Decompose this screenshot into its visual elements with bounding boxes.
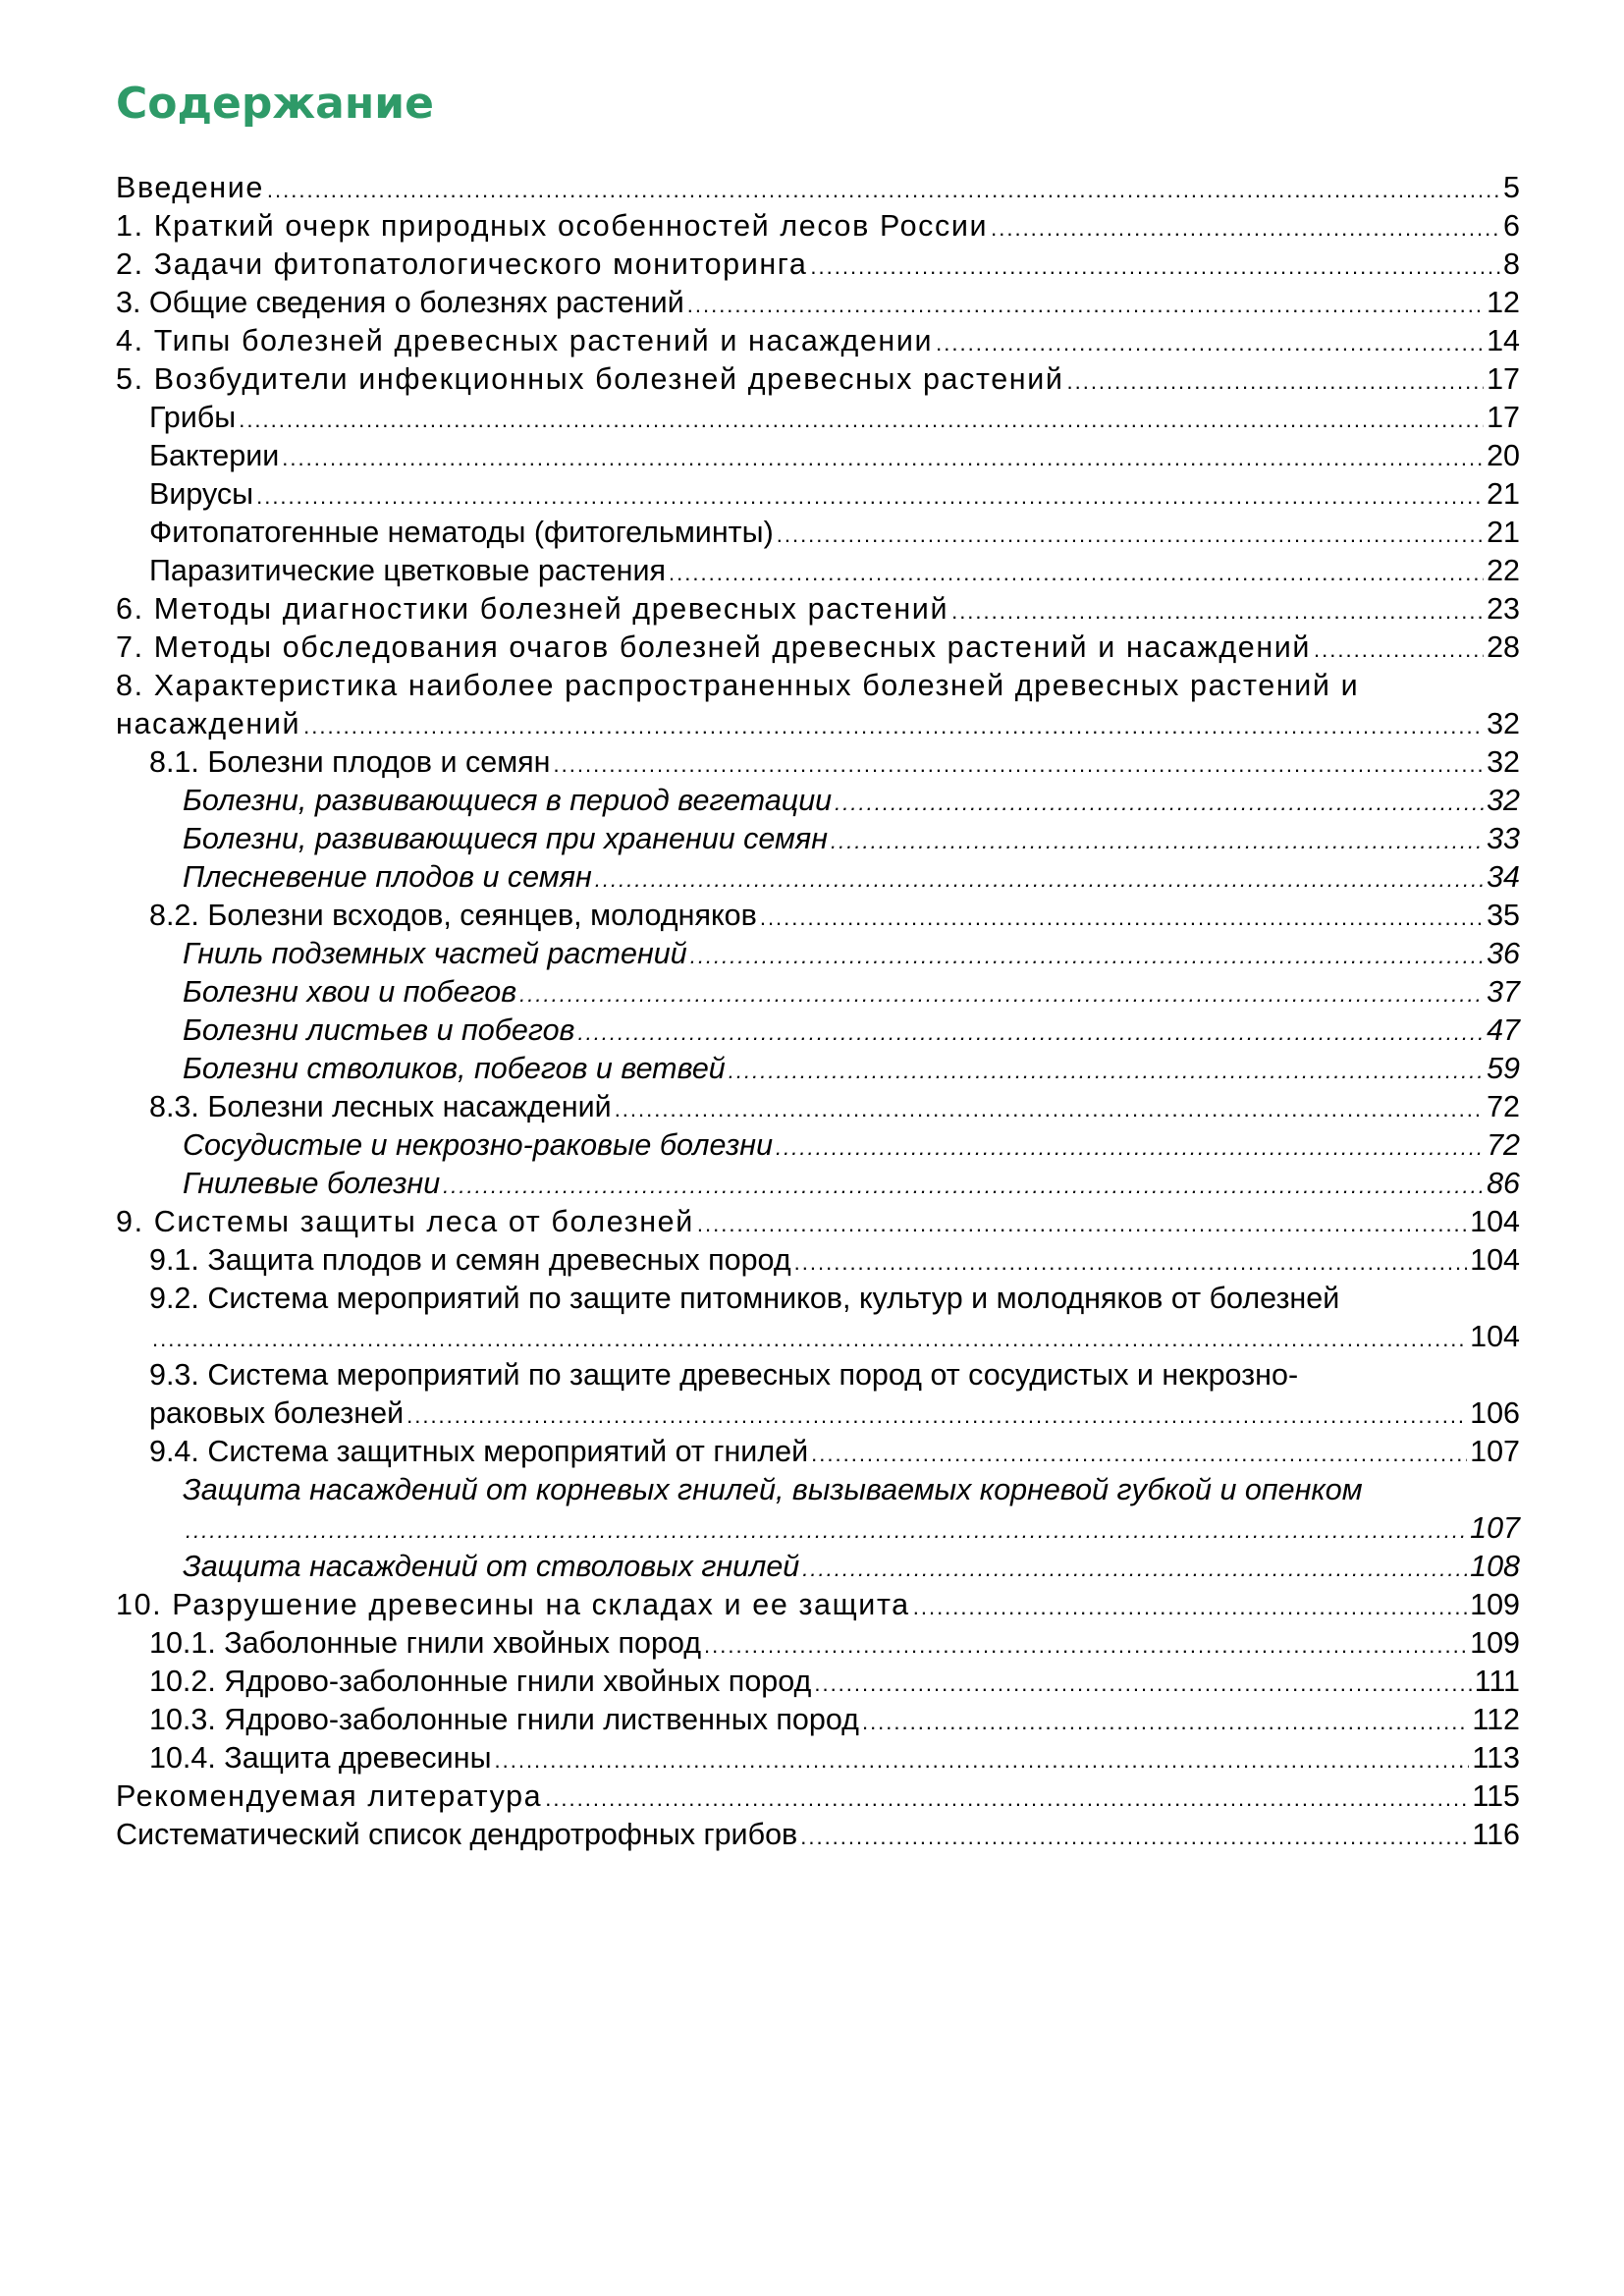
dot-leader: [545, 1779, 1469, 1818]
toc-entry-title: Сосудистые и некрозно-раковые болезни: [183, 1128, 774, 1162]
toc-entry-title: Болезни хвои и побегов: [183, 975, 517, 1009]
toc-entry[interactable]: [116, 820, 1520, 858]
toc-entry-title: Введение: [116, 171, 264, 204]
toc-entry-line: [183, 858, 1520, 897]
toc-entry[interactable]: [116, 1203, 1520, 1241]
dot-leader: [1314, 630, 1484, 669]
toc-entry[interactable]: [116, 1586, 1520, 1624]
dot-leader: [802, 1550, 1467, 1588]
toc-entry[interactable]: [116, 1663, 1520, 1701]
dot-leader: [729, 1052, 1484, 1090]
dot-leader: [862, 1703, 1469, 1741]
dot-leader: [777, 516, 1484, 554]
toc-entry-page-number: 109: [1470, 1588, 1520, 1621]
toc-entry[interactable]: [116, 629, 1520, 667]
toc-entry-page-number: 32: [1487, 745, 1520, 779]
toc-entry-title: 10.2. Ядрово-заболонные гнили хвойных пород: [149, 1665, 812, 1698]
toc-entry-line: [149, 897, 1520, 935]
toc-entry[interactable]: [116, 1433, 1520, 1471]
toc-entry[interactable]: [116, 897, 1520, 935]
toc-entry-page-number: 6: [1503, 209, 1520, 243]
toc-entry-page-number: 34: [1487, 860, 1520, 894]
toc-entry-title: Паразитические цветковые растения: [149, 554, 667, 587]
toc-entry-line: [183, 1548, 1520, 1586]
toc-entry-line: [183, 1509, 1520, 1548]
dot-leader: [704, 1626, 1467, 1665]
toc-entry-page-number: 104: [1470, 1243, 1520, 1277]
toc-entry[interactable]: [116, 1088, 1520, 1126]
toc-entry-page-number: 32: [1487, 784, 1520, 817]
dot-leader: [776, 1128, 1484, 1167]
dot-leader: [690, 937, 1484, 975]
toc-entry-page-number: 113: [1472, 1741, 1520, 1775]
toc-entry-page-number: 59: [1487, 1052, 1520, 1085]
dot-leader: [406, 1396, 1467, 1435]
toc-entry[interactable]: [116, 1165, 1520, 1203]
toc-entry-page-number: 109: [1470, 1626, 1520, 1660]
toc-entry-title-line1: 9.2. Система мероприятий по защите питомников, культур и молодняков от болезней: [149, 1282, 1340, 1315]
toc-entry[interactable]: [116, 360, 1520, 399]
toc-entry-title: Грибы: [149, 401, 237, 434]
toc-entry-line: [183, 820, 1520, 858]
toc-entry[interactable]: [116, 1777, 1520, 1816]
toc-entry[interactable]: [116, 1624, 1520, 1663]
toc-entry[interactable]: [116, 207, 1520, 246]
toc-entry-title: 10. Разрушение древесины на складах и ее защита: [116, 1588, 910, 1621]
toc-entry-page-number: 14: [1487, 324, 1520, 357]
toc-entry[interactable]: [116, 1011, 1520, 1050]
toc-entry-title: 9.1. Защита плодов и семян древесных пород: [149, 1243, 791, 1277]
toc-entry-title: Рекомендуемая литература: [116, 1779, 543, 1813]
dot-leader: [835, 784, 1484, 822]
toc-entry-page-number: 17: [1487, 362, 1520, 396]
toc-entry[interactable]: [116, 475, 1520, 514]
toc-page: [116, 73, 1520, 1854]
toc-entry-title: 1. Краткий очерк природных особенностей лесов России: [116, 209, 989, 243]
toc-entry-title: Гнилевые болезни: [183, 1167, 441, 1200]
toc-entry[interactable]: [116, 590, 1520, 629]
toc-entry-line: [116, 322, 1520, 360]
toc-entry-title: 7. Методы обследования очагов болезней древесных растений и насаждений: [116, 630, 1312, 664]
toc-entry-page-number: 107: [1470, 1435, 1520, 1468]
toc-entry-page-number: 104: [1470, 1205, 1520, 1238]
toc-entry-title-line1: Защита насаждений от корневых гнилей, вызываемых корневой губкой и опенком: [183, 1473, 1363, 1506]
dot-leader: [800, 1818, 1469, 1856]
toc-entry[interactable]: [116, 1548, 1520, 1586]
toc-entry-line: [149, 514, 1520, 552]
toc-entry-line: [149, 552, 1520, 590]
toc-entry-line: [116, 705, 1520, 743]
dot-leader: [936, 324, 1484, 362]
toc-entry-page-number: 104: [1470, 1320, 1520, 1353]
toc-entry[interactable]: [116, 322, 1520, 360]
toc-entry[interactable]: [116, 743, 1520, 782]
dot-leader: [282, 439, 1484, 477]
dot-leader: [239, 401, 1484, 439]
dot-leader: [595, 860, 1484, 899]
toc-entry-line: [149, 1088, 1520, 1126]
dot-leader: [760, 899, 1484, 937]
toc-entry-title: 8.2. Болезни всходов, сеянцев, молодняков: [149, 899, 757, 932]
toc-entry[interactable]: [116, 1739, 1520, 1777]
toc-entry[interactable]: [116, 169, 1520, 207]
toc-entry-page-number: 72: [1487, 1128, 1520, 1162]
toc-entry-page-number: 72: [1487, 1090, 1520, 1123]
toc-entry[interactable]: [116, 284, 1520, 322]
dot-leader: [152, 1320, 1467, 1358]
toc-entry-page-number: 35: [1487, 899, 1520, 932]
toc-entry-line: [149, 743, 1520, 782]
toc-entry-title: 3. Общие сведения о болезнях растений: [116, 286, 684, 319]
toc-entry-line: [116, 1203, 1520, 1241]
toc-entry-line: [116, 1586, 1520, 1624]
toc-entry[interactable]: [116, 667, 1520, 743]
toc-entry-title: 5. Возбудители инфекционных болезней древесных растений: [116, 362, 1064, 396]
toc-entry-title: Болезни стволиков, побегов и ветвей: [183, 1052, 726, 1085]
dot-leader: [687, 286, 1484, 324]
toc-entry-page-number: 28: [1487, 630, 1520, 664]
toc-entry[interactable]: [116, 973, 1520, 1011]
dot-leader: [519, 975, 1484, 1013]
toc-entry-title: Систематический список дендротрофных грибов: [116, 1818, 798, 1851]
toc-entry-line: [183, 782, 1520, 820]
toc-entry-page-number: 20: [1487, 439, 1520, 472]
toc-entry-line: [149, 1624, 1520, 1663]
toc-entry-line: [116, 169, 1520, 207]
toc-entry-line: [183, 935, 1520, 973]
toc-entry-line: [149, 1394, 1520, 1433]
toc-entry-title-line1: 8. Характеристика наиболее распространенных болезней древесных растений и: [116, 669, 1360, 702]
toc-entry-line: [183, 1011, 1520, 1050]
toc-entry-page-number: 37: [1487, 975, 1520, 1009]
dot-leader: [669, 554, 1484, 592]
toc-entry-page-number: 17: [1487, 401, 1520, 434]
dot-leader: [991, 209, 1500, 247]
toc-entry-page-number: 8: [1503, 247, 1520, 281]
toc-entry-line: [116, 284, 1520, 322]
dot-leader: [810, 247, 1500, 286]
toc-entry-title: 10.3. Ядрово-заболонные гнили лиственных пород: [149, 1703, 859, 1736]
toc-entry-title: раковых болезней: [149, 1396, 405, 1430]
toc-entry-line: [149, 1701, 1520, 1739]
dot-leader: [186, 1511, 1467, 1550]
toc-entry-page-number: 32: [1487, 707, 1520, 740]
dot-leader: [811, 1435, 1467, 1473]
toc-entry-title: Плесневение плодов и семян: [183, 860, 592, 894]
toc-entry-page-number: 112: [1472, 1703, 1520, 1736]
dot-leader: [913, 1588, 1467, 1626]
toc-entry-line: [116, 590, 1520, 629]
toc-entry-line: [149, 437, 1520, 475]
dot-leader: [303, 707, 1484, 745]
toc-entry-title: Фитопатогенные нематоды (фитогельминты): [149, 516, 774, 549]
toc-entry-title: Защита насаждений от стволовых гнилей: [183, 1550, 800, 1583]
toc-entry-title: 6. Методы диагностики болезней древесных растений: [116, 592, 949, 626]
toc-entry[interactable]: [116, 552, 1520, 590]
dot-leader: [814, 1665, 1471, 1703]
toc-entry-line: [116, 1777, 1520, 1816]
toc-entry-title: Бактерии: [149, 439, 280, 472]
toc-entry-line: [183, 1050, 1520, 1088]
toc-entry-line: [149, 1318, 1520, 1356]
toc-entry-title: Болезни листьев и побегов: [183, 1013, 575, 1047]
toc-entry-title: 9.4. Система защитных мероприятий от гнилей: [149, 1435, 809, 1468]
toc-entry[interactable]: [116, 1701, 1520, 1739]
toc-entry[interactable]: [116, 1050, 1520, 1088]
toc-entry-page-number: 107: [1470, 1511, 1520, 1545]
toc-entry[interactable]: [116, 514, 1520, 552]
toc-entry-title: Болезни, развивающиеся при хранении семян: [183, 822, 829, 855]
toc-entry-page-number: 21: [1487, 477, 1520, 511]
toc-entry-page-number: 106: [1470, 1396, 1520, 1430]
toc-entry-page-number: 22: [1487, 554, 1520, 587]
toc-entry-line: [149, 475, 1520, 514]
toc-entry-line: [149, 399, 1520, 437]
dot-leader: [1066, 362, 1484, 401]
toc-entry-line: [149, 1739, 1520, 1777]
dot-leader: [831, 822, 1484, 860]
toc-entry-title: Болезни, развивающиеся в период вегетации: [183, 784, 833, 817]
toc-entry-line: [116, 1816, 1520, 1854]
toc-entry[interactable]: [116, 935, 1520, 973]
toc-entry[interactable]: [116, 437, 1520, 475]
toc-entry-page-number: 115: [1472, 1779, 1520, 1813]
toc-entry[interactable]: [116, 1356, 1520, 1433]
toc-entry[interactable]: [116, 246, 1520, 284]
toc-entry-line: [116, 629, 1520, 667]
toc-entry-title: 2. Задачи фитопатологического мониторинга: [116, 247, 808, 281]
toc-entry-title: 4. Типы болезней древесных растений и насаждении: [116, 324, 934, 357]
toc-entry-page-number: 23: [1487, 592, 1520, 626]
toc-entry-page-number: 33: [1487, 822, 1520, 855]
toc-entry[interactable]: [116, 1471, 1520, 1548]
toc-entry-title: Вирусы: [149, 477, 254, 511]
dot-leader: [951, 592, 1484, 630]
toc-entry-line: [183, 1165, 1520, 1203]
dot-leader: [697, 1205, 1467, 1243]
dot-leader: [615, 1090, 1484, 1128]
toc-entry-page-number: 12: [1487, 286, 1520, 319]
toc-entry-line: [149, 1241, 1520, 1280]
toc-entry-title: 10.1. Заболонные гнили хвойных пород: [149, 1626, 702, 1660]
dot-leader: [256, 477, 1484, 516]
toc-entry-page-number: 116: [1472, 1818, 1520, 1851]
toc-entry-page-number: 21: [1487, 516, 1520, 549]
toc-entry[interactable]: [116, 399, 1520, 437]
toc-entry-line: [116, 207, 1520, 246]
dot-leader: [577, 1013, 1484, 1052]
toc-entry[interactable]: [116, 1816, 1520, 1854]
table-of-contents: [116, 169, 1520, 1854]
toc-entry-line: [149, 1663, 1520, 1701]
dot-leader: [495, 1741, 1470, 1779]
toc-entry-title: Гниль подземных частей растений: [183, 937, 687, 970]
toc-entry-line: [116, 246, 1520, 284]
toc-entry-page-number: 86: [1487, 1167, 1520, 1200]
toc-entry[interactable]: [116, 858, 1520, 897]
toc-entry-title: 8.3. Болезни лесных насаждений: [149, 1090, 612, 1123]
toc-entry-page-number: 36: [1487, 937, 1520, 970]
toc-entry[interactable]: [116, 1280, 1520, 1356]
dot-leader: [794, 1243, 1467, 1282]
dot-leader: [443, 1167, 1484, 1205]
toc-entry-page-number: 108: [1470, 1550, 1520, 1583]
toc-entry-line: [183, 973, 1520, 1011]
toc-entry-title: 9. Системы защиты леса от болезней: [116, 1205, 694, 1238]
toc-entry[interactable]: [116, 1126, 1520, 1165]
toc-entry-title-line1: 9.3. Система мероприятий по защите древесных пород от сосудистых и некрозно-: [149, 1358, 1299, 1392]
toc-entry-line: [149, 1433, 1520, 1471]
toc-entry-page-number: 5: [1503, 171, 1520, 204]
toc-entry[interactable]: [116, 782, 1520, 820]
toc-entry-title: насаждений: [116, 707, 301, 740]
toc-entry-page-number: 111: [1474, 1665, 1520, 1698]
toc-entry-title: 8.1. Болезни плодов и семян: [149, 745, 551, 779]
toc-entry-line: [116, 360, 1520, 399]
page-title: Содержание: [116, 79, 434, 129]
dot-leader: [554, 745, 1485, 784]
toc-entry-line: [183, 1126, 1520, 1165]
dot-leader: [267, 171, 1500, 209]
toc-entry[interactable]: [116, 1241, 1520, 1280]
toc-entry-page-number: 47: [1487, 1013, 1520, 1047]
toc-entry-title: 10.4. Защита древесины: [149, 1741, 492, 1775]
